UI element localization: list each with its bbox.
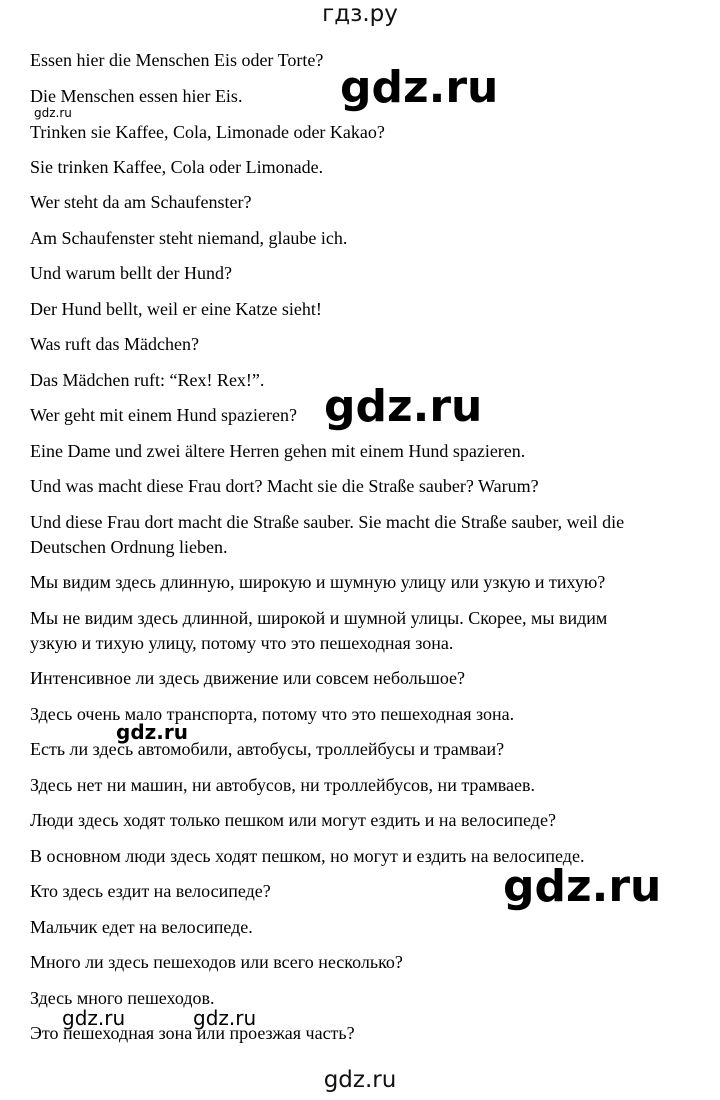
text-line: Мы видим здесь длинную, широкую и шумную улицу или узкую и тихую? (30, 572, 606, 592)
text-line: Wer geht mit einem Hund spazieren? (30, 405, 297, 425)
text-line: Und was macht diese Frau dort? Macht sie die Straße sauber? Warum? (30, 476, 539, 496)
text-line: Есть ли здесь автомобили, автобусы, троллейбусы и трамваи? (30, 739, 505, 759)
text-line: Люди здесь ходят только пешком или могут ездить и на велосипеде? (30, 810, 556, 830)
text-line: Мальчик едет на велосипеде. (30, 917, 253, 937)
watermark-logo: gdz.ru (324, 381, 483, 432)
text-line: Wer steht da am Schaufenster? (30, 192, 252, 212)
text-line: Здесь много пешеходов. (30, 988, 215, 1008)
text-line: Много ли здесь пешеходов или всего несколько? (30, 952, 403, 972)
watermark-mid: gdz.ru (116, 720, 188, 744)
watermark-mid: gdz.ru (62, 1006, 126, 1030)
text-line: Am Schaufenster steht niemand, glaube ich. (30, 228, 348, 248)
watermark-logo: gdz.ru (340, 62, 499, 113)
text-line: Это пешеходная зона или проезжая часть? (30, 1023, 355, 1043)
text-line: Und warum bellt der Hund? (30, 263, 232, 283)
text-line: Мы не видим здесь длинной, широкой и шумной улицы. Скорее, мы видим (30, 608, 608, 628)
text-line: Und diese Frau dort macht die Straße sauber. Sie macht die Straße sauber, weil die (30, 512, 625, 532)
text-line: Кто здесь ездит на велосипеде? (30, 881, 271, 901)
site-footer: gdz.ru (323, 1067, 397, 1093)
watermark-mid: gdz.ru (193, 1006, 257, 1030)
text-line: В основном люди здесь ходят пешком, но могут и ездить на велосипеде. (30, 846, 585, 866)
watermark-small: gdz.ru (34, 106, 72, 120)
text-line: Trinken sie Kaffee, Cola, Limonade oder Kakao? (30, 122, 385, 142)
site-header: гдз.ру (322, 1, 398, 27)
text-line: Das Mädchen ruft: “Rex! Rex!”. (30, 370, 265, 390)
text-line: Die Menschen essen hier Eis. (30, 86, 243, 106)
text-line: Essen hier die Menschen Eis oder Torte? (30, 50, 324, 70)
text-line: Sie trinken Kaffee, Cola oder Limonade. (30, 157, 324, 177)
text-line: Интенсивное ли здесь движение или совсем небольшое? (30, 668, 466, 688)
text-line: узкую и тихую улицу, потому что это пешеходная зона. (30, 633, 454, 653)
text-line: Der Hund bellt, weil er eine Katze sieht! (30, 299, 322, 319)
text-line: Здесь очень мало транспорта, потому что это пешеходная зона. (30, 704, 515, 724)
watermark-logo: gdz.ru (503, 861, 662, 912)
text-line: Deutschen Ordnung lieben. (30, 537, 228, 557)
text-line: Was ruft das Mädchen? (30, 334, 199, 354)
text-line: Здесь нет ни машин, ни автобусов, ни троллейбусов, ни трамваев. (30, 775, 536, 795)
text-line: Eine Dame und zwei ältere Herren gehen mit einem Hund spazieren. (30, 441, 526, 461)
